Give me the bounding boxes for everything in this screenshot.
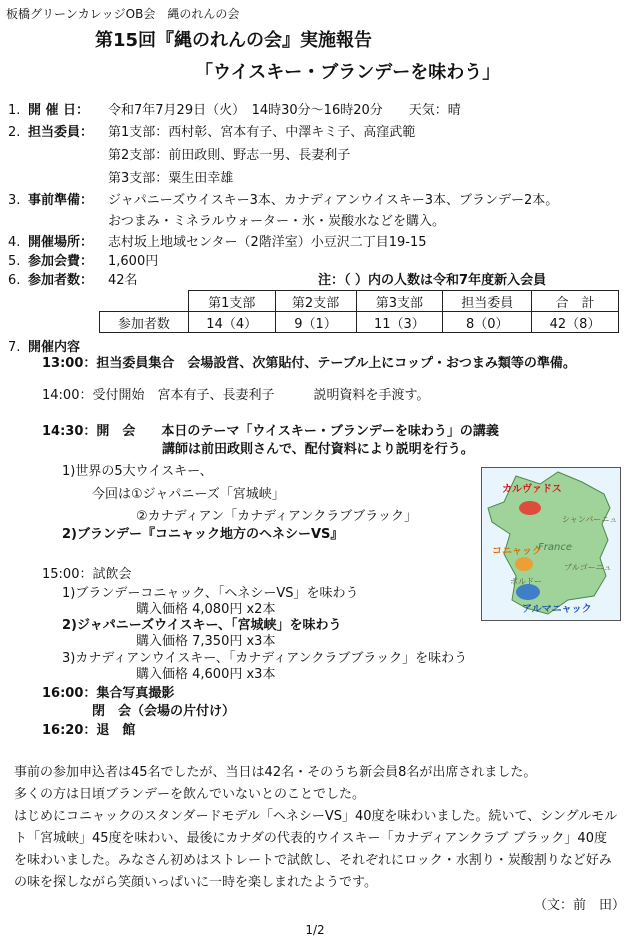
staff-line: 第2支部：前田政則、野志一男、長妻利子 xyxy=(108,148,351,163)
program-line: 購入価格 7,350円 x3本 xyxy=(136,634,276,649)
program-line: 今回は①ジャパニーズ「宮城峡」 xyxy=(92,487,285,502)
program-line: 講師は前田政則さんで、配付資料により説明を行う。 xyxy=(162,442,474,457)
map-label-bordeaux: ボルドー xyxy=(510,577,542,586)
item-number: 3. xyxy=(8,193,21,208)
table-cell: 14（4） xyxy=(188,312,275,333)
count-note: 注：（ ）内の人数は令和7年度新入会員 xyxy=(318,273,547,288)
map-label-france: France xyxy=(538,542,572,553)
staff-line: 第1支部：西村彰、宮本有子、中澤キミ子、高窪武範 xyxy=(108,125,416,140)
date-value: 令和7年7月29日（火） 14時30分～16時20分 天気：晴 xyxy=(108,103,461,118)
program-line: 16:00：集合写真撮影 xyxy=(42,686,175,701)
table-cell: 9（1） xyxy=(275,312,356,333)
table-row xyxy=(100,312,619,333)
item-number: 5. xyxy=(8,254,21,269)
program-label: 開催内容 xyxy=(28,340,81,355)
map-label-bourgogne: ブルゴーニュ xyxy=(564,563,612,572)
fee-value: 1,600円 xyxy=(108,254,159,269)
table-cell: 8（0） xyxy=(443,312,532,333)
report-title: 第15回『縄のれんの会』実施報告 xyxy=(95,30,373,51)
table-header: 合 計 xyxy=(532,291,619,312)
org-name: 板橋グリーンカレッジOB会 縄のれんの会 xyxy=(6,7,240,21)
program-line: 14:00：受付開始 宮本有子、長妻利子 説明資料を手渡す。 xyxy=(42,388,430,403)
table-header: 担当委員 xyxy=(443,291,532,312)
table-row-label: 参加者数 xyxy=(100,312,189,333)
count-label: 参加者数： xyxy=(28,273,94,288)
date-label: 開 催 日： xyxy=(28,103,90,118)
program-line: 2)ブランデー『コニャック地方のヘネシーVS』 xyxy=(62,527,344,542)
calvados-region xyxy=(519,501,541,515)
prep-label: 事前準備： xyxy=(28,193,94,208)
item-number: 4. xyxy=(8,235,21,250)
table-cell: 42（8） xyxy=(532,312,619,333)
report-paragraph: 多くの方は日頃ブランデーを飲んでいないとのことでした。 xyxy=(14,787,366,802)
map-label-cognac: コニャック xyxy=(492,546,542,557)
table-header: 第2支部 xyxy=(275,291,356,312)
program-line: 閉 会（会場の片付け） xyxy=(92,704,236,719)
staff-label: 担当委員： xyxy=(28,125,94,140)
table-header: 第3支部 xyxy=(356,291,443,312)
cognac-region xyxy=(515,557,533,571)
item-number: 7. xyxy=(8,340,21,355)
fee-label: 参加会費： xyxy=(28,254,94,269)
place-value: 志村坂上地域センター（2階洋室）小豆沢二丁目19-15 xyxy=(108,235,427,250)
program-line: 購入価格 4,600円 x3本 xyxy=(136,667,276,682)
staff-line: 第3支部：粟生田幸雄 xyxy=(108,171,234,186)
report-author: （文：前 田） xyxy=(534,898,626,913)
item-number: 1. xyxy=(8,103,21,118)
place-label: 開催場所： xyxy=(28,235,94,250)
map-label-champagne: シャンパーニュ xyxy=(562,515,618,524)
prep-line: おつまみ・ミネラルウォーター・氷・炭酸水などを購入。 xyxy=(108,214,445,229)
table-header: 第1支部 xyxy=(188,291,275,312)
map-label-armagnac: アルマニャック xyxy=(522,604,592,615)
program-line: 1)ブランデーコニャック、「ヘネシーVS」を味わう xyxy=(62,586,359,601)
count-value: 42名 xyxy=(108,273,138,288)
program-line: 2)ジャパニーズウイスキー、「宮城峡」を味わう xyxy=(62,618,342,633)
page-number: 1/2 xyxy=(305,923,325,937)
report-subtitle: 「ウイスキー・ブランデーを味わう」 xyxy=(195,62,501,83)
program-line: 15:00：試飲会 xyxy=(42,567,132,582)
france-map xyxy=(481,467,621,621)
report-paragraph: はじめにコニャックのスタンダードモデル「ヘネシーVS」40度を味わいました。続いて、シングルモルト「宮城峡」45度を味わい、最後にカナダの代表的ウイスキー「カナディアンクラブ ブラック」40度を味わいました。みなさん初めはストレートで試飲し、それぞれにロック・水割り・炭酸割りなど好みの味を探しながら笑顔いっぱいに一時を楽しまれたようです。 xyxy=(14,809,618,890)
item-number: 6. xyxy=(8,273,21,288)
program-line: 3)カナディアンウイスキー、「カナディアンクラブブラック」を味わう xyxy=(62,651,468,666)
program-line: 16:20：退 館 xyxy=(42,723,136,738)
program-line: ②カナディアン「カナディアンクラブブラック」 xyxy=(136,509,418,524)
map-label-calvados: カルヴァドス xyxy=(502,484,562,495)
participants-table xyxy=(99,290,619,333)
program-line: 購入価格 4,080円 x2本 xyxy=(136,602,276,617)
table-corner xyxy=(100,291,189,312)
table-cell: 11（3） xyxy=(356,312,443,333)
prep-line: ジャパニーズウイスキー3本、カナディアンウイスキー3本、ブランデー2本。 xyxy=(108,193,559,208)
program-line: 13:00：担当委員集合 会場設営、次第貼付、テーブル上にコップ・おつまみ類等の準備。 xyxy=(42,356,576,371)
program-line: 14:30：開 会 本日のテーマ「ウイスキー・ブランデーを味わう」の講義 xyxy=(42,424,499,439)
item-number: 2. xyxy=(8,125,21,140)
report-paragraph: 事前の参加申込者は45名でしたが、当日は42名・そのうち新会員8名が出席されました。 xyxy=(14,765,537,780)
program-line: 1)世界の5大ウイスキー、 xyxy=(62,464,213,479)
table-header-row xyxy=(100,291,619,312)
